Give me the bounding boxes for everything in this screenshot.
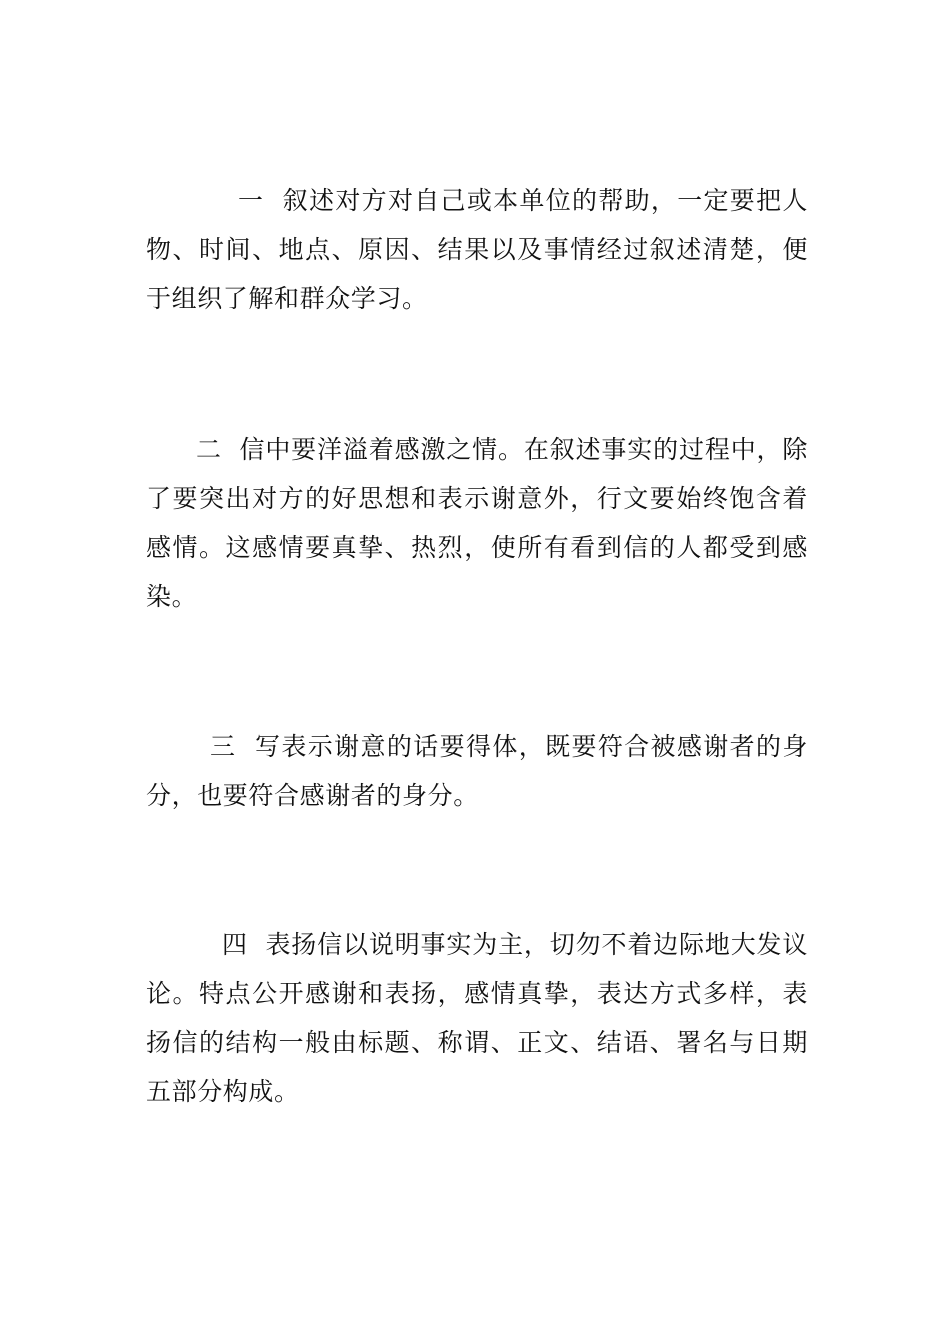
paragraph-2-number: 二: [196, 435, 222, 464]
paragraph-3: [146, 722, 808, 820]
paragraph-4-number: 四: [222, 930, 248, 959]
paragraph-3-number: 三: [210, 732, 237, 761]
paragraph-1-text: 叙述对方对自己或本单位的帮助，一定要把人物、时间、地点、原因、结果以及事情经过叙述清楚，便于组织了解和群众学习。: [146, 186, 808, 313]
paragraph-2: [146, 425, 808, 621]
paragraph-4: [146, 920, 808, 1116]
paragraph-3-text: 写表示谢意的话要得体，既要符合被感谢者的身分，也要符合感谢者的身分。: [146, 732, 808, 810]
paragraph-4-text: 表扬信以说明事实为主，切勿不着边际地大发议论。特点公开感谢和表扬，感情真挚，表达方式多样，表扬信的结构一般由标题、称谓、正文、结语、署名与日期五部分构成。: [146, 930, 809, 1106]
paragraph-2-text: 信中要洋溢着感激之情。在叙述事实的过程中，除了要突出对方的好思想和表示谢意外，行文要始终饱含着感情。这感情要真挚、热烈，使所有看到信的人都受到感染。: [146, 435, 809, 611]
paragraph-1-number: 一: [238, 186, 265, 215]
paragraph-1: [146, 176, 808, 323]
